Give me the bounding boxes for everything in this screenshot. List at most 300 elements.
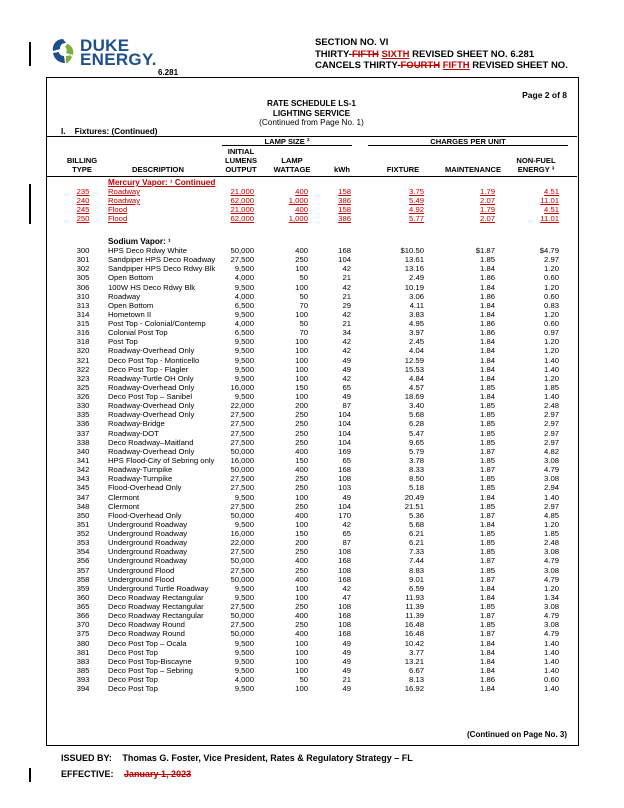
kwh: 49 xyxy=(342,638,351,648)
nonfuel-energy-charge: 2.97 xyxy=(544,255,559,265)
table-row xyxy=(46,255,577,264)
kwh: 42 xyxy=(342,346,351,356)
billing-type: 338 xyxy=(76,437,90,447)
lumens: 9,500 xyxy=(234,647,254,657)
description: Underground Turtle Roadway xyxy=(108,583,209,593)
nonfuel-energy-charge: 1.40 xyxy=(544,656,559,666)
table-row xyxy=(46,438,577,447)
lumens: 50,000 xyxy=(230,465,254,475)
description: Flood-Overhead Only xyxy=(108,483,182,493)
fixture-charge: 3.78 xyxy=(409,455,424,465)
lumens: 9,500 xyxy=(234,355,254,365)
fixture-charge: 5.47 xyxy=(409,428,424,438)
wattage: 250 xyxy=(295,565,308,575)
nonfuel-energy-charge: 2.97 xyxy=(544,428,559,438)
maintenance-charge: 1.84 xyxy=(480,656,495,666)
description: Deco Roadway Rectangular xyxy=(108,602,204,612)
kwh: 386 xyxy=(338,214,351,223)
wattage: 100 xyxy=(295,684,308,694)
nonfuel-energy-charge: 0.60 xyxy=(544,675,559,685)
billing-type: 380 xyxy=(76,638,90,648)
charges-header: CHARGES PER UNIT xyxy=(430,137,506,146)
lumens: 27,500 xyxy=(230,437,254,447)
nonfuel-energy-charge: 1.40 xyxy=(544,364,559,374)
lumens: 27,500 xyxy=(230,501,254,511)
nonfuel-energy-charge: 2.94 xyxy=(544,483,559,493)
lamp-size-header: LAMP SIZE ² xyxy=(264,137,310,146)
billing-type: 360 xyxy=(76,592,90,602)
description: Deco Roadway Rectangular xyxy=(108,592,204,602)
lumens: 50,000 xyxy=(230,611,254,621)
description: Roadway-DOT xyxy=(108,428,159,438)
table-row xyxy=(46,584,577,593)
billing-type: 381 xyxy=(76,647,90,657)
billing-type: 393 xyxy=(76,675,90,685)
nonfuel-energy-charge: 2.97 xyxy=(544,410,559,420)
maintenance-charge: 1.87 xyxy=(480,510,495,520)
description: Sandpiper HPS Deco Roadway xyxy=(108,255,216,265)
fixture-charge: 5.36 xyxy=(409,510,424,520)
kwh: 65 xyxy=(342,382,351,392)
nonfuel-energy-charge: 1.85 xyxy=(544,529,559,539)
lumens: 16,000 xyxy=(230,455,254,465)
lumens: 9,500 xyxy=(234,337,254,347)
wattage: 400 xyxy=(295,510,308,520)
nonfuel-energy-charge: 1.40 xyxy=(544,392,559,402)
maintenance-charge: 1.84 xyxy=(480,519,495,529)
wattage: 100 xyxy=(295,492,308,502)
lumens: 9,500 xyxy=(234,264,254,274)
maintenance-charge: 1.85 xyxy=(480,474,495,484)
fixture-charge: 13.16 xyxy=(404,264,424,274)
maintenance-charge: 1.85 xyxy=(480,501,495,511)
description: Deco Post Top – Ocala xyxy=(108,638,187,648)
maintenance-charge: 1.86 xyxy=(480,328,495,338)
maintenance-charge: 1.85 xyxy=(480,602,495,612)
description: Open Bottom xyxy=(108,273,154,283)
billing-type: 322 xyxy=(76,364,90,374)
kwh: 168 xyxy=(338,556,351,566)
lumens: 62,000 xyxy=(230,196,254,205)
description: Post Top - Colonial/Contemp xyxy=(108,319,206,329)
kwh: 104 xyxy=(338,501,351,511)
lumens: 4,000 xyxy=(234,675,254,685)
nonfuel-energy-charge: $4.79 xyxy=(539,246,559,255)
fixture-charge: 2.45 xyxy=(409,337,424,347)
kwh: 47 xyxy=(342,592,351,602)
nonfuel-energy-charge: 0.60 xyxy=(544,273,559,283)
fixture-charge: 3.83 xyxy=(409,309,424,319)
nonfuel-energy-charge: 1.40 xyxy=(544,355,559,365)
nonfuel-energy-charge: 1.20 xyxy=(544,346,559,356)
description: Roadway xyxy=(108,196,141,205)
kwh: 170 xyxy=(338,510,351,520)
maintenance-charge: 1.86 xyxy=(480,273,495,283)
billing-type: 370 xyxy=(76,620,90,630)
lumens: 4,000 xyxy=(234,291,254,301)
billing-type: 347 xyxy=(76,492,90,502)
fixture-charge: 5.77 xyxy=(409,214,424,223)
description: HPS Deco Rdwy White xyxy=(108,246,188,255)
description-header: DESCRIPTION xyxy=(132,165,184,174)
kwh: 104 xyxy=(338,428,351,438)
wattage: 250 xyxy=(295,437,308,447)
header-bottom-rule xyxy=(46,176,577,177)
wattage: 400 xyxy=(295,574,308,584)
wattage: 400 xyxy=(295,446,308,456)
maintenance-charge: 1.87 xyxy=(480,611,495,621)
fixture-charge: 11.39 xyxy=(405,611,424,621)
logo-subscript: 6.281 xyxy=(158,68,179,77)
wattage: 100 xyxy=(295,309,308,319)
fixture-charge: 5.18 xyxy=(409,483,424,493)
maintenance-charge: 1.84 xyxy=(480,364,495,374)
maintenance-charge: 1.85 xyxy=(480,428,495,438)
billing-type: 357 xyxy=(76,565,90,575)
billing-type: 350 xyxy=(76,510,90,520)
lumens: 9,500 xyxy=(234,656,254,666)
wattage: 100 xyxy=(295,355,308,365)
nonfuel-energy-charge: 4.51 xyxy=(544,205,559,214)
table-row xyxy=(46,410,577,419)
maintenance-charge: 1.84 xyxy=(480,355,495,365)
nonfuel-energy-charge: 1.34 xyxy=(544,592,559,602)
kwh: 168 xyxy=(338,246,351,255)
schedule-title: RATE SCHEDULE LS-1 LIGHTING SERVICE (Continued from Page No. 1) xyxy=(259,99,364,127)
nonfuel-energy-charge: 3.08 xyxy=(544,547,559,557)
fixture-charge: 16.48 xyxy=(404,620,424,630)
lumens: 27,500 xyxy=(230,255,254,265)
maintenance-charge: 1.84 xyxy=(480,346,495,356)
fixture-charge: 5.68 xyxy=(409,410,424,420)
nonfuel-energy-charge: 2.97 xyxy=(544,437,559,447)
nonfuel-energy-charge: 4.79 xyxy=(544,574,559,584)
fixture-charge: 8.33 xyxy=(409,465,424,475)
logo-line1: DUKE xyxy=(80,36,130,55)
fixture-charge: 3.97 xyxy=(409,328,424,338)
fixture-charge: 10.42 xyxy=(404,638,424,648)
lumens: 9,500 xyxy=(234,519,254,529)
wattage: 250 xyxy=(295,501,308,511)
description: Roadway-Overhead Only xyxy=(108,346,195,356)
billing-type: 354 xyxy=(76,547,90,557)
table-row xyxy=(46,684,577,693)
description: Roadway-Overhead Only xyxy=(108,410,195,420)
fixture-charge: 18.69 xyxy=(404,392,424,402)
lumens: 21,000 xyxy=(230,205,254,214)
fixture-charge: $10.50 xyxy=(400,246,424,255)
maintenance-charge: 1.86 xyxy=(480,319,495,329)
maintenance-charge: 1.85 xyxy=(480,455,495,465)
kwh: 386 xyxy=(338,196,351,205)
kwh: 158 xyxy=(338,187,351,196)
description: 100W HS Deco Rdwy Blk xyxy=(108,282,196,292)
nonfuel-energy-charge: 2.48 xyxy=(544,401,559,411)
sheet-header xyxy=(315,37,568,72)
maintenance-charge: 1.85 xyxy=(480,437,495,447)
nonfuel-energy-charge: 0.60 xyxy=(544,291,559,301)
description: Deco Post Top xyxy=(108,647,158,657)
billing-type: 300 xyxy=(76,246,90,255)
effective-date: January 1, 2023 xyxy=(124,769,192,779)
billing-type: 375 xyxy=(76,629,90,639)
effective-label: EFFECTIVE: xyxy=(61,769,114,779)
fixture-charge: 3.77 xyxy=(409,647,424,657)
table-row xyxy=(46,383,577,392)
maintenance-charge: 1.84 xyxy=(480,583,495,593)
table-row xyxy=(46,374,577,383)
nonfuel-energy-charge: 1.40 xyxy=(544,638,559,648)
lumens: 27,500 xyxy=(230,419,254,429)
lumens: 9,500 xyxy=(234,373,254,383)
nonfuel-energy-charge: 1.20 xyxy=(544,282,559,292)
wattage: 250 xyxy=(295,547,308,557)
wattage: 250 xyxy=(295,410,308,420)
maintenance-charge: 2.07 xyxy=(480,196,495,205)
fixture-charge: 8.50 xyxy=(409,474,424,484)
nonfuel-energy-charge: 4.79 xyxy=(544,556,559,566)
table-row xyxy=(46,246,577,255)
description: Deco Roadway Round xyxy=(108,629,185,639)
table-row xyxy=(46,566,577,575)
billing-type: 240 xyxy=(76,196,90,205)
fixture-charge: 6.67 xyxy=(409,665,424,675)
billing-type: 305 xyxy=(76,273,90,283)
fixture-charge: 3.06 xyxy=(409,291,424,301)
table-row xyxy=(46,593,577,602)
wattage: 400 xyxy=(295,187,308,196)
nonfuel-energy-charge: 4.85 xyxy=(544,510,559,520)
fixture-charge: 3.40 xyxy=(409,401,424,411)
description: Roadway-Turnpike xyxy=(108,474,173,484)
description: Deco Roadway–Maitland xyxy=(108,437,194,447)
issued-label: ISSUED BY: xyxy=(61,753,112,763)
output-header: OUTPUT xyxy=(225,165,257,174)
billing-type: 323 xyxy=(76,373,90,383)
nonfuel-energy-charge: 1.85 xyxy=(544,382,559,392)
table-row xyxy=(46,283,577,292)
billing-type: 310 xyxy=(76,291,90,301)
wattage: 250 xyxy=(295,483,308,493)
kwh: 108 xyxy=(338,565,351,575)
billing-type: 383 xyxy=(76,656,90,666)
table-row xyxy=(46,538,577,547)
type-header: TYPE xyxy=(72,165,92,174)
table-row xyxy=(46,196,577,205)
billing-type: 245 xyxy=(76,205,90,214)
billing-type: 325 xyxy=(76,382,90,392)
lumens: 22,000 xyxy=(230,401,254,411)
billing-type: 340 xyxy=(76,446,90,456)
nonfuel-energy-charge: 3.08 xyxy=(544,620,559,630)
description: Flood xyxy=(108,214,128,223)
description: Deco Post Top xyxy=(108,684,158,694)
section-heading: I. Fixtures: (Continued) xyxy=(61,127,158,136)
kwh: 49 xyxy=(342,392,351,402)
billing-type: 353 xyxy=(76,538,90,548)
description: Underground Roadway xyxy=(108,556,188,566)
description: Deco Post Top xyxy=(108,675,158,685)
nonfuel-energy-charge: 1.20 xyxy=(544,337,559,347)
maintenance-charge: 1.79 xyxy=(480,187,495,196)
wattage: 100 xyxy=(295,337,308,347)
table-row xyxy=(46,447,577,456)
fixture-charge: 6.21 xyxy=(409,529,424,539)
table-row xyxy=(46,187,577,196)
fixture-charge: 21.51 xyxy=(404,501,424,511)
kwh: 104 xyxy=(338,410,351,420)
billing-type: 366 xyxy=(76,611,90,621)
description: Deco Post Top – Sebring xyxy=(108,665,193,675)
section-number: SECTION NO. VI xyxy=(315,37,389,48)
maintenance-charge: 1.85 xyxy=(480,529,495,539)
sodium-heading: Sodium Vapor: ¹ xyxy=(108,237,171,246)
maintenance-charge: 2.07 xyxy=(480,214,495,223)
kwh: 65 xyxy=(342,455,351,465)
wattage: 50 xyxy=(299,675,308,685)
maintenance-charge: 1.87 xyxy=(480,556,495,566)
kwh: 104 xyxy=(338,437,351,447)
description: HPS Flood-City of Sebring only xyxy=(108,455,215,465)
billing-type: 235 xyxy=(76,187,90,196)
wattage: 400 xyxy=(295,556,308,566)
description: Colonial Post Top xyxy=(108,328,168,338)
lumens: 21,000 xyxy=(230,187,254,196)
table-row xyxy=(46,556,577,565)
cancels-sheet-line: CANCELS THIRTY-FOURTH FIFTH REVISED SHEET NO. xyxy=(315,60,568,71)
lumens: 6,500 xyxy=(234,300,254,310)
fixture-charge: 5.79 xyxy=(409,446,424,456)
issued-text: Thomas G. Foster, Vice President, Rates & Regulatory Strategy – FL xyxy=(122,753,413,763)
effective-line xyxy=(61,769,191,779)
revised-sheet-line: THIRTY-FIFTH SIXTH REVISED SHEET NO. 6.281 xyxy=(315,48,535,60)
billing-type: 345 xyxy=(76,483,90,493)
wattage: 100 xyxy=(295,392,308,402)
description: Roadway-Bridge xyxy=(108,419,165,429)
kwh: 49 xyxy=(342,492,351,502)
maintenance-charge: 1.85 xyxy=(480,410,495,420)
maintenance-charge: 1.87 xyxy=(480,465,495,475)
billing-type: 337 xyxy=(76,428,90,438)
nonfuel-energy-charge: 1.20 xyxy=(544,264,559,274)
description: Roadway-Overhead Only xyxy=(108,446,195,456)
billing-type: 348 xyxy=(76,501,90,511)
billing-type: 336 xyxy=(76,419,90,429)
kwh: 49 xyxy=(342,656,351,666)
nonfuel-energy-charge: 4.79 xyxy=(544,465,559,475)
description: Deco Post Top - Monticello xyxy=(108,355,200,365)
fixture-charge: 7.44 xyxy=(409,556,424,566)
description: Underground Roadway xyxy=(108,519,188,529)
kwh: 169 xyxy=(338,446,351,456)
table-row xyxy=(46,529,577,538)
fixture-charge: 15.53 xyxy=(404,364,424,374)
billing-type: 326 xyxy=(76,392,90,402)
fixture-charge: 4.57 xyxy=(409,382,424,392)
lumens: 9,500 xyxy=(234,364,254,374)
description: Deco Roadway Round xyxy=(108,620,185,630)
description: Flood xyxy=(108,205,128,214)
table-row xyxy=(46,511,577,520)
lumens: 50,000 xyxy=(230,510,254,520)
maintenance-charge: $1.87 xyxy=(475,246,495,255)
wattage: 100 xyxy=(295,638,308,648)
table-row xyxy=(46,474,577,483)
table-row xyxy=(46,301,577,310)
kwh: 49 xyxy=(342,665,351,675)
kwh: 103 xyxy=(338,483,351,493)
description: Roadway-Overhead Only xyxy=(108,401,195,411)
billing-type: 302 xyxy=(76,264,90,274)
fixture-charge: 20.49 xyxy=(404,492,424,502)
initial-header: INITIAL xyxy=(227,147,255,156)
fixture-charge: 8.13 xyxy=(409,675,424,685)
nonfuel-energy-charge: 4.51 xyxy=(544,187,559,196)
lumens: 4,000 xyxy=(234,319,254,329)
wattage: 200 xyxy=(295,538,308,548)
billing-type: 313 xyxy=(76,300,90,310)
kwh: 104 xyxy=(338,419,351,429)
kwh: 108 xyxy=(338,474,351,484)
billing-type: 315 xyxy=(76,319,90,329)
continued-note: (Continued on Page No. 3) xyxy=(467,730,567,739)
description: Underground Flood xyxy=(108,574,175,584)
kwh: 21 xyxy=(342,273,351,283)
billing-type: 359 xyxy=(76,583,90,593)
energy-header: ENERGY ³ xyxy=(517,165,555,174)
lumens: 50,000 xyxy=(230,246,254,255)
wattage: 1,000 xyxy=(288,214,308,223)
lumens: 22,000 xyxy=(230,538,254,548)
description: Open Bottom xyxy=(108,300,154,310)
kwh: 34 xyxy=(342,328,351,338)
table-row xyxy=(46,419,577,428)
billing-type: 365 xyxy=(76,602,90,612)
maintenance-charge: 1.85 xyxy=(480,565,495,575)
kwh: 158 xyxy=(338,205,351,214)
nonfuel-energy-charge: 3.08 xyxy=(544,474,559,484)
wattage: 250 xyxy=(295,602,308,612)
billing-type: 343 xyxy=(76,474,90,484)
billing-type: 314 xyxy=(76,309,90,319)
lumens: 27,500 xyxy=(230,474,254,484)
billing-type: 335 xyxy=(76,410,90,420)
kwh: 108 xyxy=(338,547,351,557)
table-row xyxy=(46,675,577,684)
fixture-charge: 3.75 xyxy=(409,187,424,196)
lumens: 6,500 xyxy=(234,328,254,338)
wattage: 100 xyxy=(295,282,308,292)
nonfuel-energy-charge: 2.48 xyxy=(544,538,559,548)
nonfuel-energy-charge: 1.40 xyxy=(544,492,559,502)
billing-type: 316 xyxy=(76,328,90,338)
lumens: 27,500 xyxy=(230,602,254,612)
wattage: 400 xyxy=(295,465,308,475)
nonfuel-energy-charge: 1.40 xyxy=(544,684,559,694)
wattage: 100 xyxy=(295,592,308,602)
maintenance-charge: 1.87 xyxy=(480,574,495,584)
lumens: 9,500 xyxy=(234,282,254,292)
kwh: 42 xyxy=(342,337,351,347)
table-row xyxy=(46,328,577,337)
kwh: 29 xyxy=(342,300,351,310)
wattage: 100 xyxy=(295,373,308,383)
nonfuel-energy-charge: 0.97 xyxy=(544,328,559,338)
wattage: 250 xyxy=(295,474,308,484)
billing-type: 341 xyxy=(76,455,90,465)
maintenance-charge: 1.84 xyxy=(480,684,495,694)
nonfuel-energy-charge: 1.20 xyxy=(544,373,559,383)
